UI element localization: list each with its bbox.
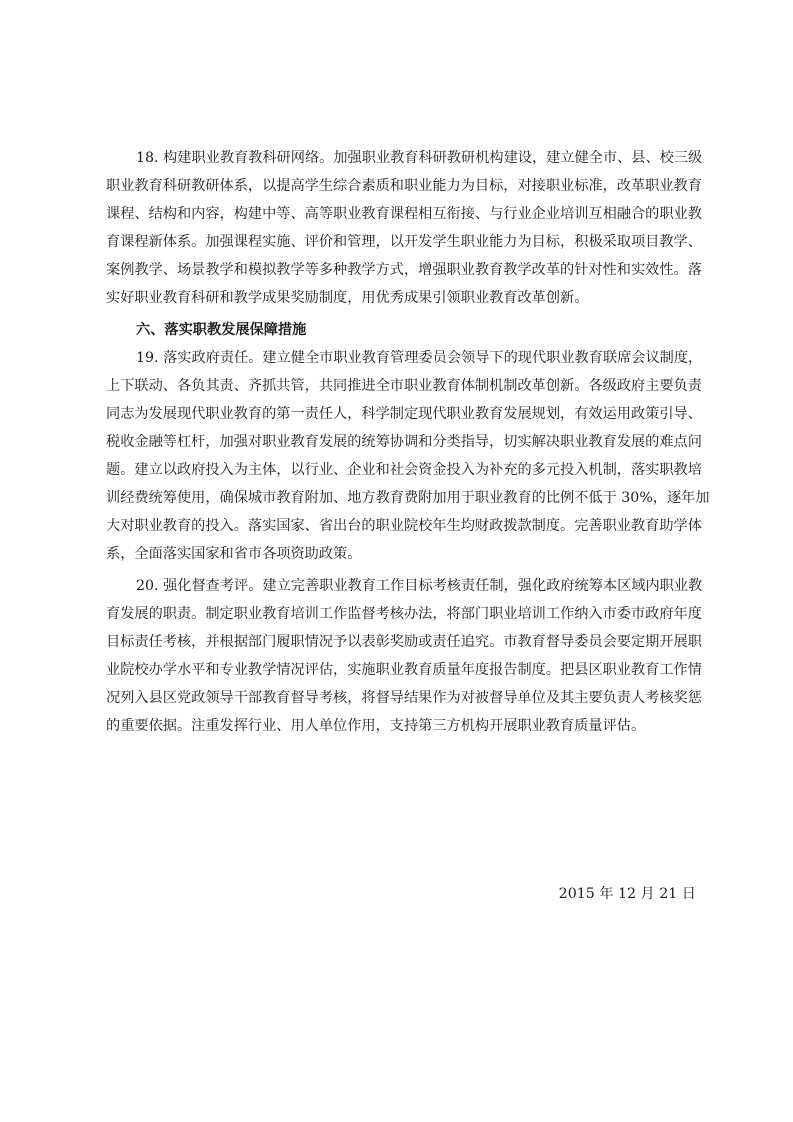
- paragraph-line: 18. 构建职业教育教科研网络。加强职业教育科研教研机构建设，建立健全市、县、校三级: [136, 150, 703, 166]
- document-body: [106, 144, 710, 744]
- paragraph-line: 税收金融等杠杆，加强对职业教育发展的统筹协调和分类指导，切实解决职业教育发展的难点问: [106, 434, 702, 450]
- paragraph-line: 案例教学、场景教学和模拟教学等多种教学方式，增强职业教育教学改革的针对性和实效性。落: [106, 262, 702, 278]
- paragraph-19: [106, 344, 710, 568]
- paragraph-line: 20. 强化督查考评。建立完善职业教育工作目标考核责任制，强化政府统筹本区域内职业教: [136, 578, 703, 594]
- paragraph-20: [106, 572, 703, 740]
- paragraph-18: [106, 144, 703, 312]
- paragraph-line: 的重要依据。注重发挥行业、用人单位作用，支持第三方机构开展职业教育质量评估。: [106, 718, 646, 734]
- paragraph-line: 训经费统筹使用，确保城市教育附加、地方教育费附加用于职业教育的比例不低于 30%，逐年加: [106, 490, 710, 506]
- paragraph-line: 题。建立以政府投入为主体，以行业、企业和社会资金投入为补充的多元投入机制，落实职教培: [106, 462, 702, 478]
- paragraph-line: 系，全面落实国家和省市各项资助政策。: [106, 546, 362, 562]
- paragraph-line: 况列入县区党政领导干部教育督导考核，将督导结果作为对被督导单位及其主要负责人考核奖惩: [106, 690, 702, 706]
- paragraph-line: 课程、结构和内容，构建中等、高等职业教育课程相互衔接、与行业企业培训互相融合的职业教: [106, 206, 702, 222]
- paragraph-line: 同志为发展现代职业教育的第一责任人，科学制定现代职业教育发展规划，有效运用政策引导、: [106, 406, 702, 422]
- paragraph-line: 职业教育科研教研体系，以提高学生综合素质和职业能力为目标，对接职业标准，改革职业教育: [106, 178, 702, 194]
- paragraph-line: 目标责任考核，并根据部门履职情况予以表彰奖励或责任追究。市教育督导委员会要定期开展职: [106, 634, 702, 650]
- paragraph-line: 19. 落实政府责任。建立健全市职业教育管理委员会领导下的现代职业教育联席会议制度，: [136, 350, 703, 366]
- paragraph-line: 育课程新体系。加强课程实施、评价和管理，以开发学生职业能力为目标，积极采取项目教学、: [106, 234, 702, 250]
- paragraph-line: 育发展的职责。制定职业教育培训工作监督考核办法，将部门职业培训工作纳入市委市政府年度: [106, 606, 702, 622]
- paragraph-line: 上下联动、各负其责、齐抓共管，共同推进全市职业教育体制机制改革创新。各级政府主要负责: [106, 378, 702, 394]
- section-heading: 六、落实职教发展保障措施: [136, 322, 307, 338]
- document-date: 2015 年 12 月 21 日: [558, 886, 696, 902]
- paragraph-line: 实好职业教育科研和教学成果奖励制度，用优秀成果引领职业教育改革创新。: [106, 290, 589, 306]
- paragraph-line: 大对职业教育的投入。落实国家、省出台的职业院校年生均财政拨款制度。完善职业教育助学体: [106, 518, 702, 534]
- paragraph-line: 业院校办学水平和专业教学情况评估，实施职业教育质量年度报告制度。把县区职业教育工作情: [106, 662, 702, 678]
